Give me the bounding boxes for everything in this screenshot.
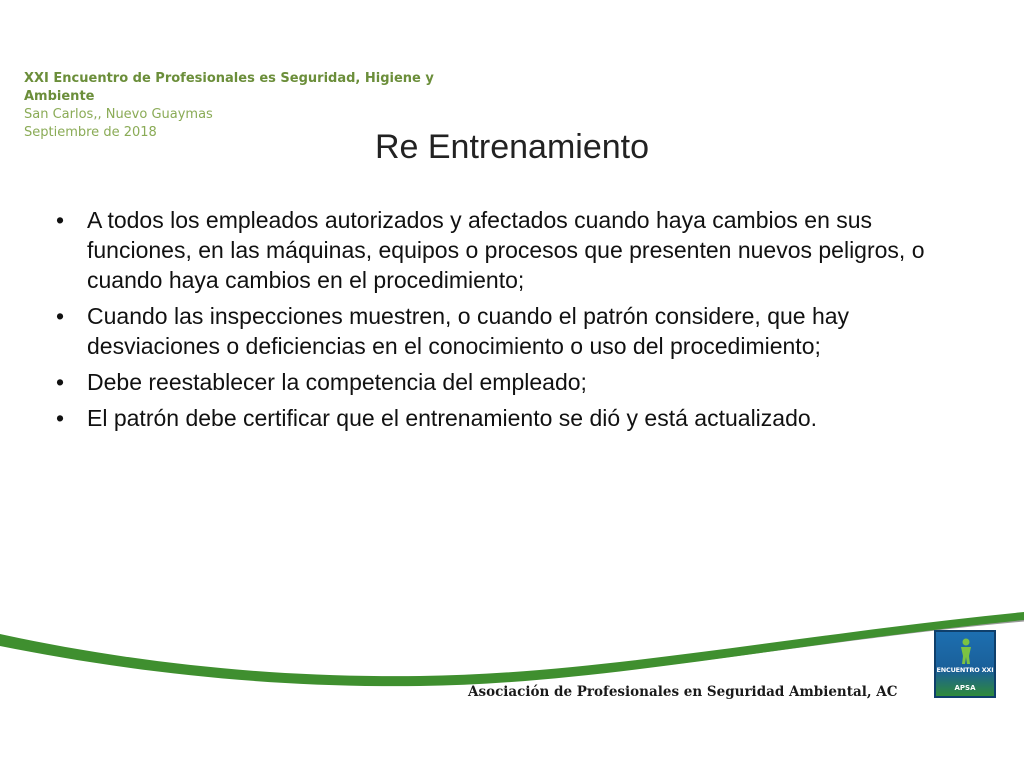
list-item-text: Debe reestablecer la competencia del empleado; — [87, 369, 587, 395]
bullet-list — [56, 205, 956, 439]
list-item-text: El patrón debe certificar que el entrenamiento se dió y está actualizado. — [87, 405, 818, 431]
logo-text-top: ENCUENTRO XXI — [936, 666, 994, 674]
event-location: San Carlos,, Nuevo Guaymas — [24, 107, 213, 122]
slide-title: Re Entrenamiento — [374, 128, 650, 166]
list-item — [56, 367, 956, 397]
logo-text-bottom: APSA — [954, 684, 976, 692]
list-item-text: A todos los empleados autorizados y afectados cuando haya cambios en sus funciones, en las máquinas, equipos o procesos que presenten nuevos peligros, o cuando haya cambios en el procedimiento; — [87, 207, 925, 293]
bullet-icon: • — [56, 405, 65, 431]
list-item — [56, 205, 956, 295]
list-item — [56, 301, 956, 361]
list-item — [56, 403, 956, 433]
event-title: XXI Encuentro de Profesionales es Seguridad, Higiene y Ambiente — [24, 71, 434, 104]
swoosh-green-band — [0, 612, 1024, 686]
apsa-logo — [934, 630, 996, 698]
bullet-icon: • — [56, 207, 65, 233]
person-icon — [958, 638, 974, 664]
bullet-icon: • — [56, 303, 65, 329]
list-item-text: Cuando las inspecciones muestren, o cuando el patrón considere, que hay desviaciones o deficiencias en el conocimiento o uso del procedimiento; — [87, 303, 850, 359]
organization-name: Asociación de Profesionales en Seguridad Ambiental, AC — [468, 684, 898, 700]
event-date: Septiembre de 2018 — [24, 125, 157, 140]
bullet-icon: • — [56, 369, 65, 395]
